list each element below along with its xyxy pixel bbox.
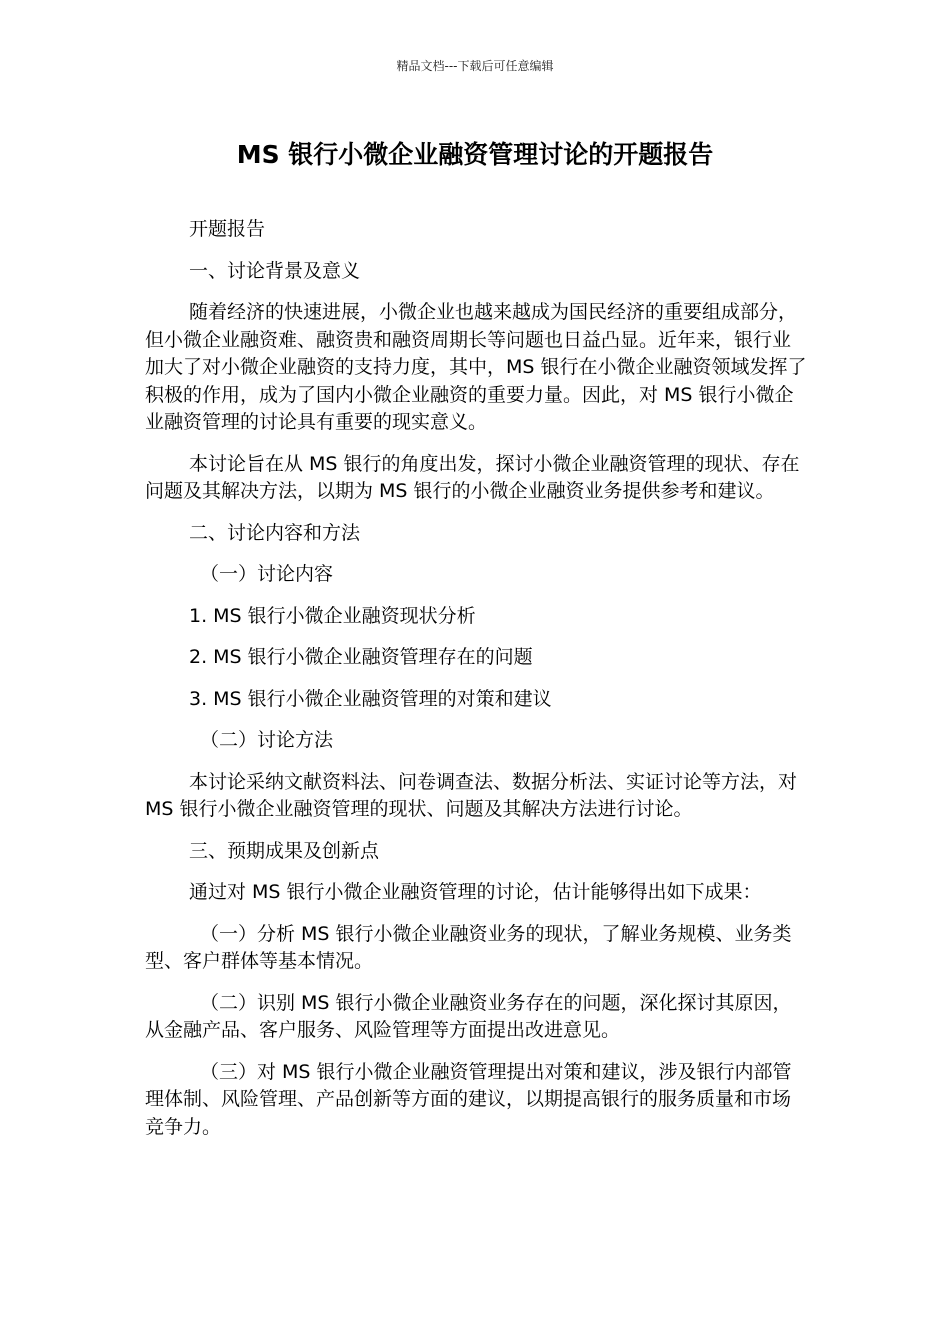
list-item: 1. MS 银行小微企业融资现状分析 xyxy=(189,604,476,627)
document-body xyxy=(145,216,809,1155)
outcome-paragraph: （二）识别 MS 银行小微企业融资业务存在的问题，深化探讨其原因，从金融产品、客户服务、风险管理等方面提出改进意见。 xyxy=(145,991,792,1041)
body-paragraph: 本讨论采纳文献资料法、问卷调查法、数据分析法、实证讨论等方法，对 MS 银行小微企业融资管理的现状、问题及其解决方法进行讨论。 xyxy=(145,770,798,820)
section-heading-3: 三、预期成果及创新点 xyxy=(189,839,380,862)
subsection-heading: （一）讨论内容 xyxy=(200,563,334,585)
page-header: 精品文档---下载后可任意编辑 xyxy=(396,59,554,73)
list-item: 3. MS 银行小微企业融资管理的对策和建议 xyxy=(189,687,552,710)
section-heading-1: 一、讨论背景及意义 xyxy=(189,259,361,282)
body-paragraph: 通过对 MS 银行小微企业融资管理的讨论，估计能够得出如下成果： xyxy=(189,881,762,903)
document-title: MS 银行小微企业融资管理讨论的开题报告 xyxy=(236,140,714,169)
list-item: 2. MS 银行小微企业融资管理存在的问题 xyxy=(189,646,533,668)
subsection-heading: （二）讨论方法 xyxy=(200,729,334,751)
body-paragraph: 随着经济的快速进展，小微企业也越来越成为国民经济的重要组成部分，但小微企业融资难、融资贵和融资周期长等问题也日益凸显。近年来，银行业加大了对小微企业融资的支持力度，其中，MS 银行在小微企业融资领域发挥了积极的作用，成为了国内小微企业融资的重要力量。因此，对 MS 银行小微企业融资管理的讨论具有重要的现实意义。 xyxy=(145,301,807,433)
section-label: 开题报告 xyxy=(189,218,266,240)
outcome-paragraph: （三）对 MS 银行小微企业融资管理提出对策和建议，涉及银行内部管理体制、风险管理、产品创新等方面的建议，以期提高银行的服务质量和市场竞争力。 xyxy=(145,1060,792,1138)
outcome-paragraph: （一）分析 MS 银行小微企业融资业务的现状，了解业务规模、业务类型、客户群体等基本情况。 xyxy=(145,922,792,972)
section-heading-2: 二、讨论内容和方法 xyxy=(189,521,361,544)
body-paragraph: 本讨论旨在从 MS 银行的角度出发，探讨小微企业融资管理的现状、存在问题及其解决方法，以期为 MS 银行的小微企业融资业务提供参考和建议。 xyxy=(145,452,800,502)
